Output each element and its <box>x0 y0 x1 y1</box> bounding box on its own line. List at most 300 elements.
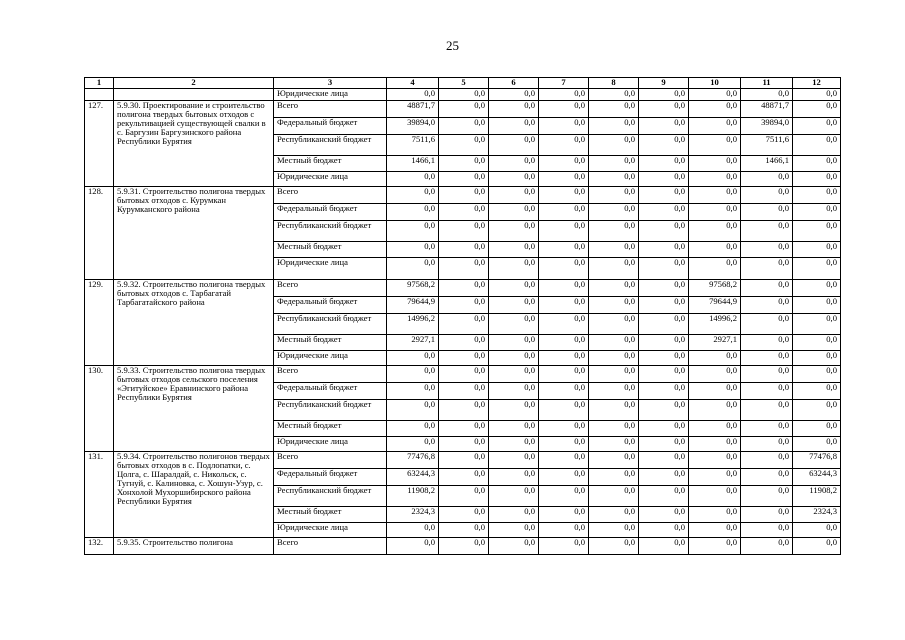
value-cell: 0,0 <box>489 452 539 469</box>
value-cell: 0,0 <box>489 486 539 507</box>
value-cell: 0,0 <box>689 242 741 258</box>
measure-name-cell: 5.9.33. Строительство полигона твердых бытовых отходов сельского поселения «Эгитуйское» Еравнинского района Республики Бурятия <box>114 366 274 452</box>
value-cell: 0,0 <box>689 366 741 383</box>
value-cell: 0,0 <box>741 297 793 314</box>
value-cell: 0,0 <box>741 538 793 555</box>
value-cell: 0,0 <box>489 523 539 538</box>
value-cell: 0,0 <box>439 400 489 421</box>
value-cell: 0,0 <box>793 118 841 135</box>
value-cell: 0,0 <box>387 242 439 258</box>
value-cell: 0,0 <box>489 89 539 101</box>
column-header: 3 <box>274 78 387 89</box>
value-cell: 0,0 <box>639 156 689 172</box>
row-number-cell: 128. <box>85 187 114 280</box>
value-cell: 0,0 <box>793 280 841 297</box>
value-cell: 0,0 <box>539 156 589 172</box>
value-cell: 0,0 <box>439 469 489 486</box>
value-cell: 0,0 <box>489 383 539 400</box>
value-cell: 0,0 <box>793 172 841 187</box>
value-cell: 0,0 <box>489 258 539 280</box>
value-cell: 0,0 <box>793 89 841 101</box>
value-cell: 0,0 <box>387 538 439 555</box>
value-cell: 0,0 <box>639 172 689 187</box>
value-cell: 0,0 <box>439 383 489 400</box>
value-cell: 0,0 <box>793 156 841 172</box>
value-cell: 0,0 <box>741 314 793 335</box>
value-cell: 2324,3 <box>793 507 841 523</box>
value-cell: 0,0 <box>589 172 639 187</box>
value-cell: 97568,2 <box>689 280 741 297</box>
value-cell: 0,0 <box>489 421 539 437</box>
value-cell: 0,0 <box>489 204 539 221</box>
value-cell: 0,0 <box>539 242 589 258</box>
value-cell: 0,0 <box>439 135 489 156</box>
value-cell: 0,0 <box>539 135 589 156</box>
value-cell: 0,0 <box>741 172 793 187</box>
value-cell: 0,0 <box>639 523 689 538</box>
value-cell: 0,0 <box>539 258 589 280</box>
funding-source-cell: Федеральный бюджет <box>274 469 387 486</box>
funding-source-cell: Всего <box>274 280 387 297</box>
value-cell: 0,0 <box>539 280 589 297</box>
value-cell: 0,0 <box>489 280 539 297</box>
measure-name-cell: 5.9.32. Строительство полигона твердых бытовых отходов с. Тарбагатай Тарбагатайского района <box>114 280 274 366</box>
value-cell: 0,0 <box>639 280 689 297</box>
value-cell: 0,0 <box>489 187 539 204</box>
funding-source-cell: Федеральный бюджет <box>274 383 387 400</box>
funding-source-cell: Федеральный бюджет <box>274 118 387 135</box>
value-cell: 0,0 <box>589 351 639 366</box>
value-cell: 0,0 <box>589 523 639 538</box>
value-cell: 0,0 <box>539 452 589 469</box>
value-cell: 0,0 <box>689 383 741 400</box>
value-cell: 0,0 <box>439 118 489 135</box>
value-cell: 0,0 <box>589 507 639 523</box>
value-cell: 0,0 <box>589 242 639 258</box>
value-cell: 0,0 <box>539 221 589 242</box>
value-cell: 0,0 <box>689 101 741 118</box>
value-cell: 0,0 <box>439 507 489 523</box>
value-cell: 0,0 <box>793 135 841 156</box>
value-cell: 0,0 <box>689 221 741 242</box>
value-cell: 7511,6 <box>741 135 793 156</box>
value-cell: 0,0 <box>387 89 439 101</box>
value-cell: 0,0 <box>689 486 741 507</box>
value-cell: 0,0 <box>639 437 689 452</box>
funding-source-cell: Федеральный бюджет <box>274 297 387 314</box>
measure-name-cell: 5.9.34. Строительство полигонов твердых бытовых отходов в с. Подлопатки, с. Цолга, с. Шаралдай, с. Никольск, с. Тугнуй, с. Калиновка, с. Хошун-Узур, с. Хонхолой Мухоршибирского района Республики Бурятия <box>114 452 274 538</box>
value-cell: 0,0 <box>589 383 639 400</box>
value-cell: 0,0 <box>539 314 589 335</box>
value-cell: 7511,6 <box>387 135 439 156</box>
value-cell: 0,0 <box>793 421 841 437</box>
value-cell: 0,0 <box>741 351 793 366</box>
value-cell: 0,0 <box>639 538 689 555</box>
value-cell: 0,0 <box>589 89 639 101</box>
column-header: 5 <box>439 78 489 89</box>
value-cell: 0,0 <box>639 400 689 421</box>
value-cell: 0,0 <box>489 101 539 118</box>
column-header: 9 <box>639 78 689 89</box>
value-cell: 0,0 <box>589 258 639 280</box>
value-cell: 0,0 <box>741 507 793 523</box>
value-cell: 0,0 <box>539 204 589 221</box>
value-cell: 0,0 <box>639 242 689 258</box>
value-cell: 0,0 <box>539 437 589 452</box>
funding-source-cell: Юридические лица <box>274 258 387 280</box>
funding-source-cell: Республиканский бюджет <box>274 486 387 507</box>
funding-source-cell: Республиканский бюджет <box>274 135 387 156</box>
value-cell: 0,0 <box>489 351 539 366</box>
value-cell: 0,0 <box>439 242 489 258</box>
value-cell: 2927,1 <box>387 335 439 351</box>
value-cell: 0,0 <box>539 335 589 351</box>
value-cell: 0,0 <box>439 187 489 204</box>
value-cell: 0,0 <box>439 297 489 314</box>
value-cell: 0,0 <box>589 400 639 421</box>
value-cell: 0,0 <box>387 523 439 538</box>
value-cell: 0,0 <box>689 469 741 486</box>
table-row <box>85 187 841 204</box>
value-cell: 0,0 <box>539 366 589 383</box>
value-cell: 0,0 <box>639 452 689 469</box>
value-cell: 0,0 <box>439 101 489 118</box>
funding-source-cell: Юридические лица <box>274 437 387 452</box>
budget-table <box>84 77 841 555</box>
value-cell: 0,0 <box>639 366 689 383</box>
value-cell: 0,0 <box>689 351 741 366</box>
column-header: 4 <box>387 78 439 89</box>
value-cell: 0,0 <box>539 89 589 101</box>
value-cell: 0,0 <box>387 400 439 421</box>
value-cell: 0,0 <box>639 314 689 335</box>
value-cell: 0,0 <box>489 135 539 156</box>
value-cell: 0,0 <box>689 421 741 437</box>
value-cell: 0,0 <box>689 172 741 187</box>
value-cell: 0,0 <box>489 172 539 187</box>
value-cell: 0,0 <box>439 172 489 187</box>
funding-source-cell: Всего <box>274 101 387 118</box>
value-cell: 79644,9 <box>387 297 439 314</box>
value-cell: 0,0 <box>387 258 439 280</box>
value-cell: 0,0 <box>539 538 589 555</box>
value-cell: 0,0 <box>689 507 741 523</box>
value-cell: 0,0 <box>539 523 589 538</box>
value-cell: 0,0 <box>489 221 539 242</box>
value-cell: 0,0 <box>639 297 689 314</box>
funding-source-cell: Республиканский бюджет <box>274 400 387 421</box>
value-cell: 0,0 <box>689 437 741 452</box>
value-cell: 48871,7 <box>741 101 793 118</box>
value-cell: 0,0 <box>639 421 689 437</box>
funding-source-cell: Всего <box>274 452 387 469</box>
value-cell: 97568,2 <box>387 280 439 297</box>
value-cell: 0,0 <box>539 421 589 437</box>
value-cell: 39894,0 <box>387 118 439 135</box>
value-cell: 0,0 <box>741 258 793 280</box>
value-cell: 0,0 <box>689 187 741 204</box>
table-row <box>85 452 841 469</box>
funding-source-cell: Республиканский бюджет <box>274 221 387 242</box>
value-cell: 0,0 <box>741 421 793 437</box>
table-row <box>85 538 841 555</box>
value-cell: 0,0 <box>539 400 589 421</box>
value-cell: 2927,1 <box>689 335 741 351</box>
value-cell: 0,0 <box>639 221 689 242</box>
value-cell: 0,0 <box>741 89 793 101</box>
value-cell: 39894,0 <box>741 118 793 135</box>
value-cell: 0,0 <box>489 538 539 555</box>
funding-source-cell: Республиканский бюджет <box>274 314 387 335</box>
funding-source-cell: Местный бюджет <box>274 421 387 437</box>
row-number-cell: 132. <box>85 538 114 555</box>
value-cell: 0,0 <box>439 523 489 538</box>
value-cell: 77476,8 <box>387 452 439 469</box>
value-cell: 0,0 <box>639 507 689 523</box>
value-cell: 0,0 <box>387 172 439 187</box>
value-cell: 0,0 <box>439 366 489 383</box>
value-cell: 79644,9 <box>689 297 741 314</box>
funding-source-cell: Местный бюджет <box>274 156 387 172</box>
measure-name-cell: 5.9.30. Проектирование и строительство полигона твердых бытовых отходов с рекультивацией существующей свалки в с. Баргузин Баргузинского района Республики Бурятия <box>114 101 274 187</box>
value-cell: 0,0 <box>589 335 639 351</box>
value-cell: 0,0 <box>741 242 793 258</box>
value-cell: 0,0 <box>539 469 589 486</box>
value-cell: 0,0 <box>741 335 793 351</box>
value-cell: 0,0 <box>489 469 539 486</box>
measure-name-cell: 5.9.35. Строительство полигона <box>114 538 274 555</box>
row-number-cell: 127. <box>85 101 114 187</box>
value-cell: 0,0 <box>489 297 539 314</box>
value-cell: 0,0 <box>741 366 793 383</box>
value-cell: 0,0 <box>489 242 539 258</box>
value-cell: 0,0 <box>639 335 689 351</box>
value-cell: 0,0 <box>439 538 489 555</box>
value-cell: 0,0 <box>689 400 741 421</box>
funding-source-cell: Юридические лица <box>274 523 387 538</box>
value-cell: 1466,1 <box>741 156 793 172</box>
value-cell: 0,0 <box>439 421 489 437</box>
value-cell: 0,0 <box>589 421 639 437</box>
value-cell: 0,0 <box>639 135 689 156</box>
value-cell: 14996,2 <box>689 314 741 335</box>
value-cell: 0,0 <box>793 314 841 335</box>
value-cell: 0,0 <box>589 452 639 469</box>
funding-source-cell: Местный бюджет <box>274 335 387 351</box>
value-cell: 0,0 <box>539 383 589 400</box>
value-cell: 0,0 <box>539 172 589 187</box>
value-cell: 0,0 <box>689 538 741 555</box>
value-cell: 0,0 <box>439 221 489 242</box>
value-cell: 0,0 <box>539 507 589 523</box>
value-cell: 0,0 <box>387 421 439 437</box>
value-cell: 0,0 <box>539 101 589 118</box>
page-number: 25 <box>446 38 459 53</box>
value-cell: 0,0 <box>793 187 841 204</box>
column-header: 2 <box>114 78 274 89</box>
value-cell: 0,0 <box>489 335 539 351</box>
value-cell: 0,0 <box>741 187 793 204</box>
value-cell: 0,0 <box>539 351 589 366</box>
value-cell: 0,0 <box>793 297 841 314</box>
value-cell: 0,0 <box>689 452 741 469</box>
value-cell: 0,0 <box>589 156 639 172</box>
value-cell: 0,0 <box>539 187 589 204</box>
value-cell: 0,0 <box>489 314 539 335</box>
value-cell: 0,0 <box>793 242 841 258</box>
column-header: 12 <box>793 78 841 89</box>
value-cell: 0,0 <box>387 437 439 452</box>
value-cell: 0,0 <box>489 507 539 523</box>
table-row <box>85 101 841 118</box>
value-cell: 0,0 <box>439 89 489 101</box>
funding-source-cell: Всего <box>274 366 387 383</box>
value-cell: 0,0 <box>439 258 489 280</box>
value-cell: 0,0 <box>639 258 689 280</box>
value-cell: 0,0 <box>387 204 439 221</box>
column-header: 8 <box>589 78 639 89</box>
funding-source-cell: Юридические лица <box>274 89 387 101</box>
measure-name-cell <box>114 89 274 101</box>
value-cell: 0,0 <box>741 486 793 507</box>
value-cell: 0,0 <box>793 258 841 280</box>
value-cell: 0,0 <box>589 118 639 135</box>
value-cell: 0,0 <box>589 486 639 507</box>
column-header: 10 <box>689 78 741 89</box>
value-cell: 0,0 <box>489 118 539 135</box>
value-cell: 0,0 <box>689 204 741 221</box>
value-cell: 0,0 <box>589 538 639 555</box>
funding-source-cell: Местный бюджет <box>274 507 387 523</box>
value-cell: 0,0 <box>387 383 439 400</box>
value-cell: 0,0 <box>589 314 639 335</box>
value-cell: 0,0 <box>439 486 489 507</box>
value-cell: 0,0 <box>793 538 841 555</box>
table-row <box>85 89 841 101</box>
value-cell: 0,0 <box>489 400 539 421</box>
value-cell: 0,0 <box>793 101 841 118</box>
value-cell: 0,0 <box>589 204 639 221</box>
funding-source-cell: Всего <box>274 187 387 204</box>
column-header: 1 <box>85 78 114 89</box>
value-cell: 0,0 <box>639 101 689 118</box>
value-cell: 0,0 <box>793 204 841 221</box>
row-number-cell: 129. <box>85 280 114 366</box>
value-cell: 0,0 <box>539 118 589 135</box>
value-cell: 11908,2 <box>387 486 439 507</box>
table-row <box>85 366 841 383</box>
value-cell: 0,0 <box>741 523 793 538</box>
value-cell: 0,0 <box>589 280 639 297</box>
value-cell: 0,0 <box>489 156 539 172</box>
value-cell: 0,0 <box>387 366 439 383</box>
value-cell: 0,0 <box>741 400 793 421</box>
value-cell: 0,0 <box>387 221 439 242</box>
value-cell: 2324,3 <box>387 507 439 523</box>
value-cell: 0,0 <box>741 221 793 242</box>
value-cell: 11908,2 <box>793 486 841 507</box>
row-number-cell <box>85 89 114 101</box>
value-cell: 0,0 <box>639 383 689 400</box>
value-cell: 0,0 <box>793 383 841 400</box>
value-cell: 0,0 <box>439 314 489 335</box>
value-cell: 0,0 <box>539 486 589 507</box>
value-cell: 0,0 <box>689 135 741 156</box>
value-cell: 0,0 <box>741 452 793 469</box>
value-cell: 0,0 <box>589 366 639 383</box>
value-cell: 0,0 <box>489 437 539 452</box>
value-cell: 0,0 <box>589 469 639 486</box>
column-header: 6 <box>489 78 539 89</box>
row-number-cell: 130. <box>85 366 114 452</box>
value-cell: 0,0 <box>689 258 741 280</box>
value-cell: 0,0 <box>639 89 689 101</box>
value-cell: 77476,8 <box>793 452 841 469</box>
value-cell: 0,0 <box>741 437 793 452</box>
value-cell: 1466,1 <box>387 156 439 172</box>
value-cell: 48871,7 <box>387 101 439 118</box>
funding-source-cell: Всего <box>274 538 387 555</box>
value-cell: 0,0 <box>439 335 489 351</box>
value-cell: 0,0 <box>589 437 639 452</box>
measure-name-cell: 5.9.31. Строительство полигона твердых бытовых отходов с. Курумкан Курумканского района <box>114 187 274 280</box>
value-cell: 0,0 <box>639 118 689 135</box>
value-cell: 0,0 <box>741 280 793 297</box>
value-cell: 0,0 <box>439 280 489 297</box>
funding-source-cell: Юридические лица <box>274 172 387 187</box>
value-cell: 0,0 <box>689 156 741 172</box>
value-cell: 0,0 <box>439 351 489 366</box>
value-cell: 0,0 <box>793 221 841 242</box>
value-cell: 0,0 <box>639 469 689 486</box>
value-cell: 0,0 <box>793 366 841 383</box>
value-cell: 0,0 <box>439 204 489 221</box>
value-cell: 0,0 <box>439 437 489 452</box>
value-cell: 0,0 <box>387 351 439 366</box>
value-cell: 0,0 <box>793 523 841 538</box>
value-cell: 14996,2 <box>387 314 439 335</box>
row-number-cell: 131. <box>85 452 114 538</box>
column-header: 7 <box>539 78 589 89</box>
value-cell: 0,0 <box>439 156 489 172</box>
value-cell: 0,0 <box>589 135 639 156</box>
value-cell: 0,0 <box>689 89 741 101</box>
funding-source-cell: Федеральный бюджет <box>274 204 387 221</box>
table-row <box>85 280 841 297</box>
value-cell: 0,0 <box>639 204 689 221</box>
value-cell: 0,0 <box>589 101 639 118</box>
value-cell: 0,0 <box>793 437 841 452</box>
value-cell: 0,0 <box>639 486 689 507</box>
value-cell: 0,0 <box>793 351 841 366</box>
value-cell: 0,0 <box>387 187 439 204</box>
value-cell: 0,0 <box>741 383 793 400</box>
value-cell: 63244,3 <box>793 469 841 486</box>
value-cell: 0,0 <box>689 523 741 538</box>
value-cell: 0,0 <box>439 452 489 469</box>
value-cell: 0,0 <box>489 366 539 383</box>
table-header-row <box>85 78 841 89</box>
value-cell: 0,0 <box>589 297 639 314</box>
value-cell: 0,0 <box>589 187 639 204</box>
funding-source-cell: Местный бюджет <box>274 242 387 258</box>
value-cell: 0,0 <box>741 204 793 221</box>
funding-source-cell: Юридические лица <box>274 351 387 366</box>
value-cell: 0,0 <box>741 469 793 486</box>
value-cell: 0,0 <box>793 400 841 421</box>
value-cell: 0,0 <box>639 187 689 204</box>
column-header: 11 <box>741 78 793 89</box>
